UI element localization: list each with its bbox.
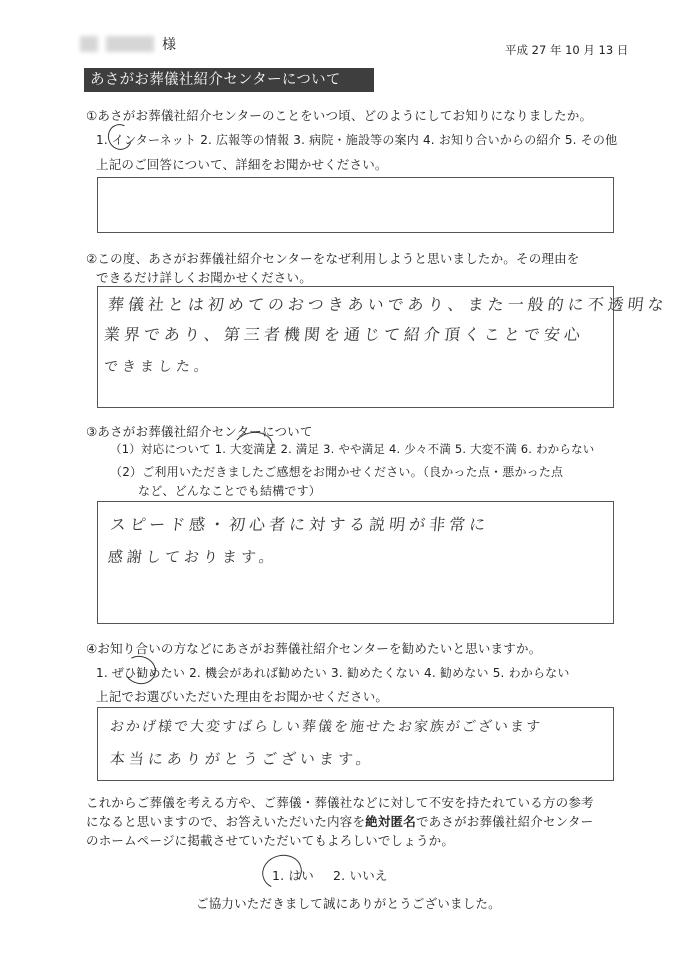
- q1-selected-circle: [104, 121, 135, 154]
- consent-line2-b: であさがお葬儀社紹介センター: [415, 814, 594, 829]
- q2-answer-line3: できました。: [103, 359, 213, 375]
- consent-line3: のホームページに掲載させていただいてもよろしいでしょうか。: [86, 833, 455, 848]
- consent-line2: [86, 812, 593, 830]
- consent-yes-option[interactable]: 1. はい: [272, 868, 314, 883]
- consent-line1: これからご葬儀を考える方や、ご葬儀・葬儀社などに対して不安を持たれている方の参考: [86, 795, 594, 810]
- q4-answer-line1: おかげ様で大変すばらしい葬儀を施せたお家族がございます: [109, 719, 543, 735]
- q4-answer-line2: 本当にありがとうございます。: [109, 750, 376, 768]
- q4-selected-circle: [121, 652, 159, 687]
- q2-question-line2: できるだけ詳しくお聞かせください。: [96, 270, 312, 285]
- consent-no-option[interactable]: 2. いいえ: [333, 868, 388, 883]
- q4-reason-prompt: 上記でお選びいただいた理由をお聞かせください。: [96, 689, 389, 704]
- q3-question: ③あさがお葬儀社紹介センターについて: [86, 424, 313, 439]
- survey-date: 平成 27 年 10 月 13 日: [505, 43, 629, 57]
- q1-detail-prompt: 上記のご回答について、詳細をお聞かせください。: [96, 157, 388, 172]
- consent-selected-circle: [258, 850, 305, 893]
- q4-question: ④お知り合いの方などにあさがお葬儀社紹介センターを勧めたいと思いますか。: [86, 641, 542, 656]
- anonymous-emphasis: 絶対匿名: [365, 814, 416, 829]
- closing-message: ご協力いただきまして誠にありがとうございました。: [196, 896, 501, 911]
- q4-options: 1. ぜひ勧めたい 2. 機会があれば勧めたい 3. 勧めたくない 4. 勧めない 5. わからない: [96, 666, 570, 680]
- consent-line2-a: になると思いますので、お答えいただいた内容を: [86, 814, 366, 829]
- q2-answer-line2: 業界であり、第三者機関を通じて紹介頂くことで安心: [102, 325, 585, 344]
- q2-answer-line1: 葬儀社とは初めてのおつきあいであり、また一般的に不透明な: [106, 295, 669, 314]
- q2-question-line1: ②この度、あさがお葬儀社紹介センターをなぜ利用しようと思いましたか。その理由を: [86, 251, 580, 266]
- q1-question: ①あさがお葬儀社紹介センターのことをいつ頃、どのようにしてお知りになりましたか。: [86, 108, 593, 123]
- q1-answer-box[interactable]: [97, 177, 614, 233]
- honorific: 様: [162, 37, 176, 53]
- q3-answer-line2: 感謝しております。: [107, 548, 279, 566]
- redacted-name-part-1: [80, 36, 98, 52]
- q3-sub1: （1）対応について 1. 大変満足 2. 満足 3. やや満足 4. 少々不満 5. 大変不満 6. わからない: [110, 442, 595, 456]
- q1-options: 1. インターネット 2. 広報等の情報 3. 病院・施設等の案内 4. お知り合いからの紹介 5. その他: [96, 133, 618, 147]
- section-title: あさがお葬儀社紹介センターについて: [84, 68, 374, 92]
- q3-sub2-line1: （2）ご利用いただきましたご感想をお聞かせください。（良かった点・悪かった点: [110, 465, 564, 479]
- redacted-name-part-2: [106, 36, 154, 52]
- q3-sub2-line2: など、どんなことでも結構です）: [138, 484, 322, 498]
- q3-answer-line1: スピード感・初心者に対する説明が非常に: [108, 515, 491, 534]
